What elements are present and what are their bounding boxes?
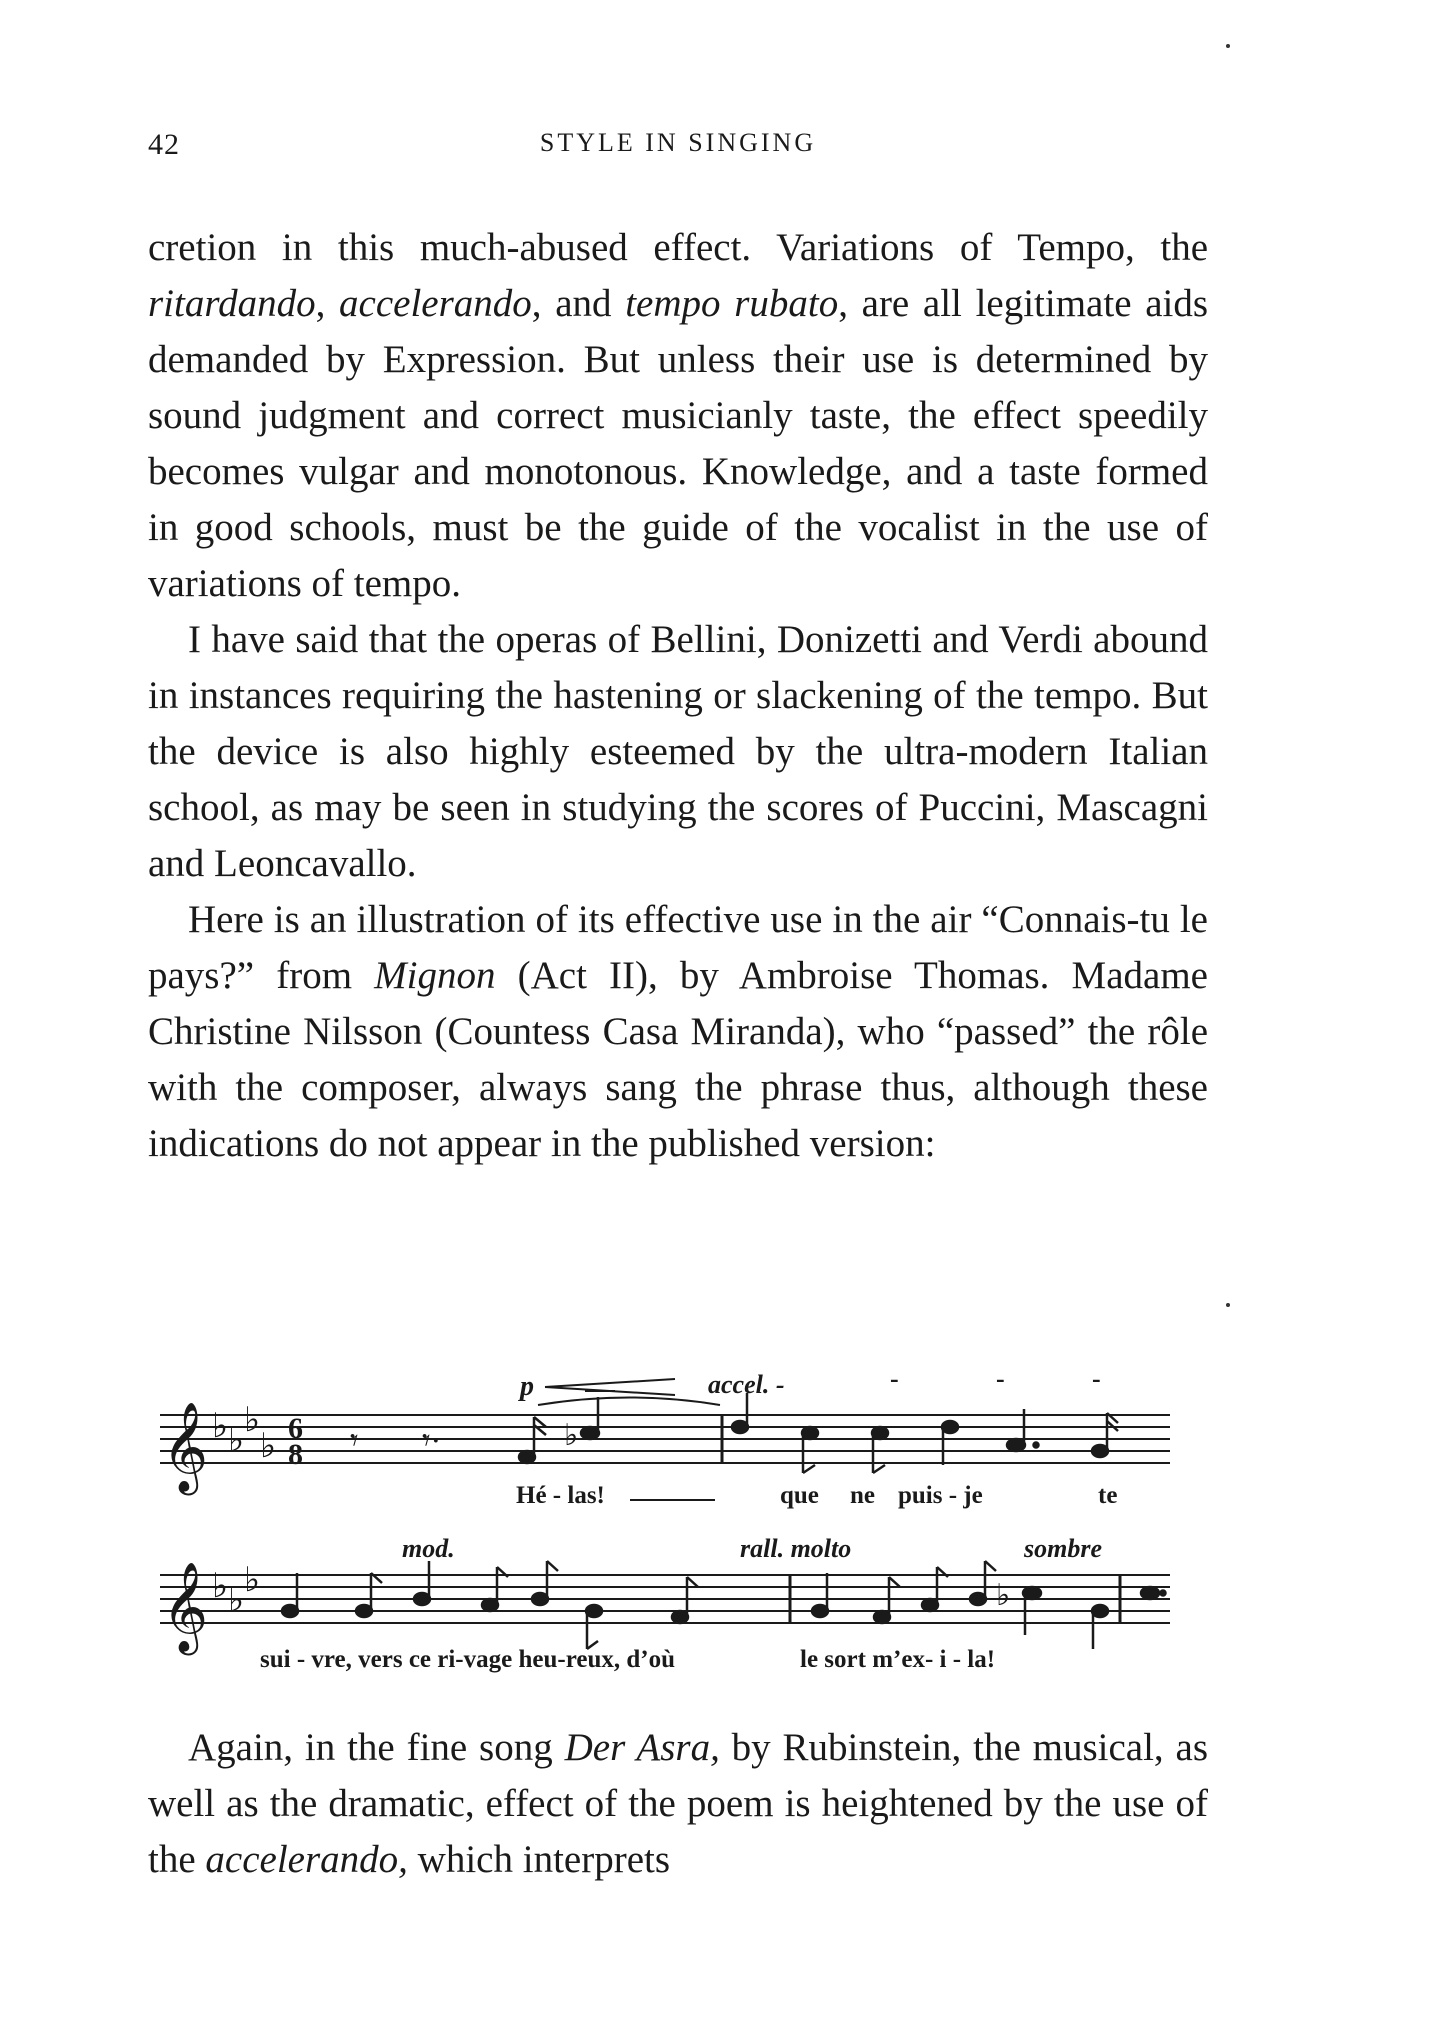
eighth-rest-icon: 𝄾 [350, 1422, 359, 1458]
tempo-accel: accel. - [708, 1370, 785, 1399]
lyric: puis - je [898, 1482, 983, 1509]
music-example [160, 1365, 1180, 1695]
lyric: te [1098, 1482, 1118, 1509]
body-text-upper [148, 220, 1208, 1172]
lyric: Hé - las! [516, 1482, 605, 1509]
flat-icon: ♭ [228, 1422, 245, 1459]
lyric: que [780, 1482, 819, 1509]
crescendo-hairpin [545, 1379, 675, 1395]
flat-icon: ♭ [212, 1408, 229, 1445]
staff-2 [160, 1575, 1170, 1623]
lyrics-line-1 [516, 1482, 1117, 1509]
term-ritardando: ritardando [148, 282, 316, 325]
flat-icon: ♭ [212, 1568, 229, 1605]
term-tempo-rubato: tempo rubato [625, 282, 839, 325]
title-mignon: Mignon [374, 954, 496, 997]
term-accelerando-2: accelerando, [205, 1838, 408, 1881]
running-head [148, 128, 1208, 168]
flat-icon: ♭ [244, 1562, 261, 1599]
lyric: le sort m’ex- i - la! [800, 1646, 996, 1673]
accel-dash: - [996, 1365, 1005, 1393]
paragraph-continuation: cretion in this much-abused effect. Variations of Tempo, the ritardando, accelerando, and tempo rubato, are all legitimate aids demanded by Expression. But unless their use is determined by sound judgment and correct musicianly taste, the effect speedily becomes vulgar and monotonous. Knowledge, and a taste formed in good schools, must be the guide of the vocalist in the use of variations of tempo. [148, 226, 1209, 605]
lyric: sui - vre, vers ce ri-vage heu-reux, d’où [260, 1646, 675, 1673]
accel-dash: - [890, 1365, 899, 1393]
scan-speck [1226, 44, 1230, 48]
time-signature-top: 6 [288, 1412, 303, 1445]
svg-text:♭: ♭ [996, 1579, 1011, 1612]
svg-text:♭: ♭ [564, 1419, 579, 1452]
tempo-rall-molto: rall. molto [740, 1534, 852, 1563]
lyric: ne [850, 1482, 875, 1509]
dynamic-piano: p [520, 1371, 534, 1402]
treble-clef-icon: 𝄞 [162, 1403, 209, 1490]
flat-icon: ♭ [260, 1428, 277, 1465]
dotted-rest-icon: 𝄾· [422, 1422, 442, 1458]
notes-staff-1 [519, 1393, 1118, 1473]
accel-dash: - [1092, 1365, 1101, 1393]
body-text-lower [148, 1720, 1208, 1888]
term-accelerando: accelerando [339, 282, 532, 325]
paragraph-der-asra: Again, in the fine song Der Asra, by Rubinstein, the musical, as well as the dramatic, effect of the poem is heightened by the use of the accelerando, which interprets [148, 1726, 1209, 1881]
expression-sombre: sombre [1024, 1534, 1102, 1563]
flat-icon: ♭ [228, 1582, 245, 1619]
scan-speck [1226, 1303, 1230, 1307]
paragraph-bellini: I have said that the operas of Bellini, Donizetti and Verdi abound in instances requiring the hastening or slackening of the tempo. But the device is also highly esteemed by the ultra-modern Italian school, as may be seen in studying the scores of Puccini, Mascagni and Leoncavallo. [148, 618, 1208, 885]
dynamic-mod: mod. [402, 1534, 455, 1563]
paragraph-illustration: Here is an illustration of its effective use in the air “Connais-tu le pays?” from Mignon (Act II), by Ambroise Thomas. Madame Christine Nilsson (Countess Casa Miranda), who “passed” the rôle with the composer, always sang the phrase thus, although these indications do not appear in the published version: [148, 898, 1208, 1165]
treble-clef-icon: 𝄞 [162, 1563, 209, 1650]
running-title: STYLE IN SINGING [539, 128, 817, 157]
time-signature-bottom: 8 [288, 1438, 303, 1471]
flat-icon: ♭ [244, 1402, 261, 1439]
page-number: 42 [148, 128, 180, 161]
lyrics-line-2 [260, 1646, 995, 1673]
title-der-asra: Der Asra, [564, 1726, 720, 1769]
